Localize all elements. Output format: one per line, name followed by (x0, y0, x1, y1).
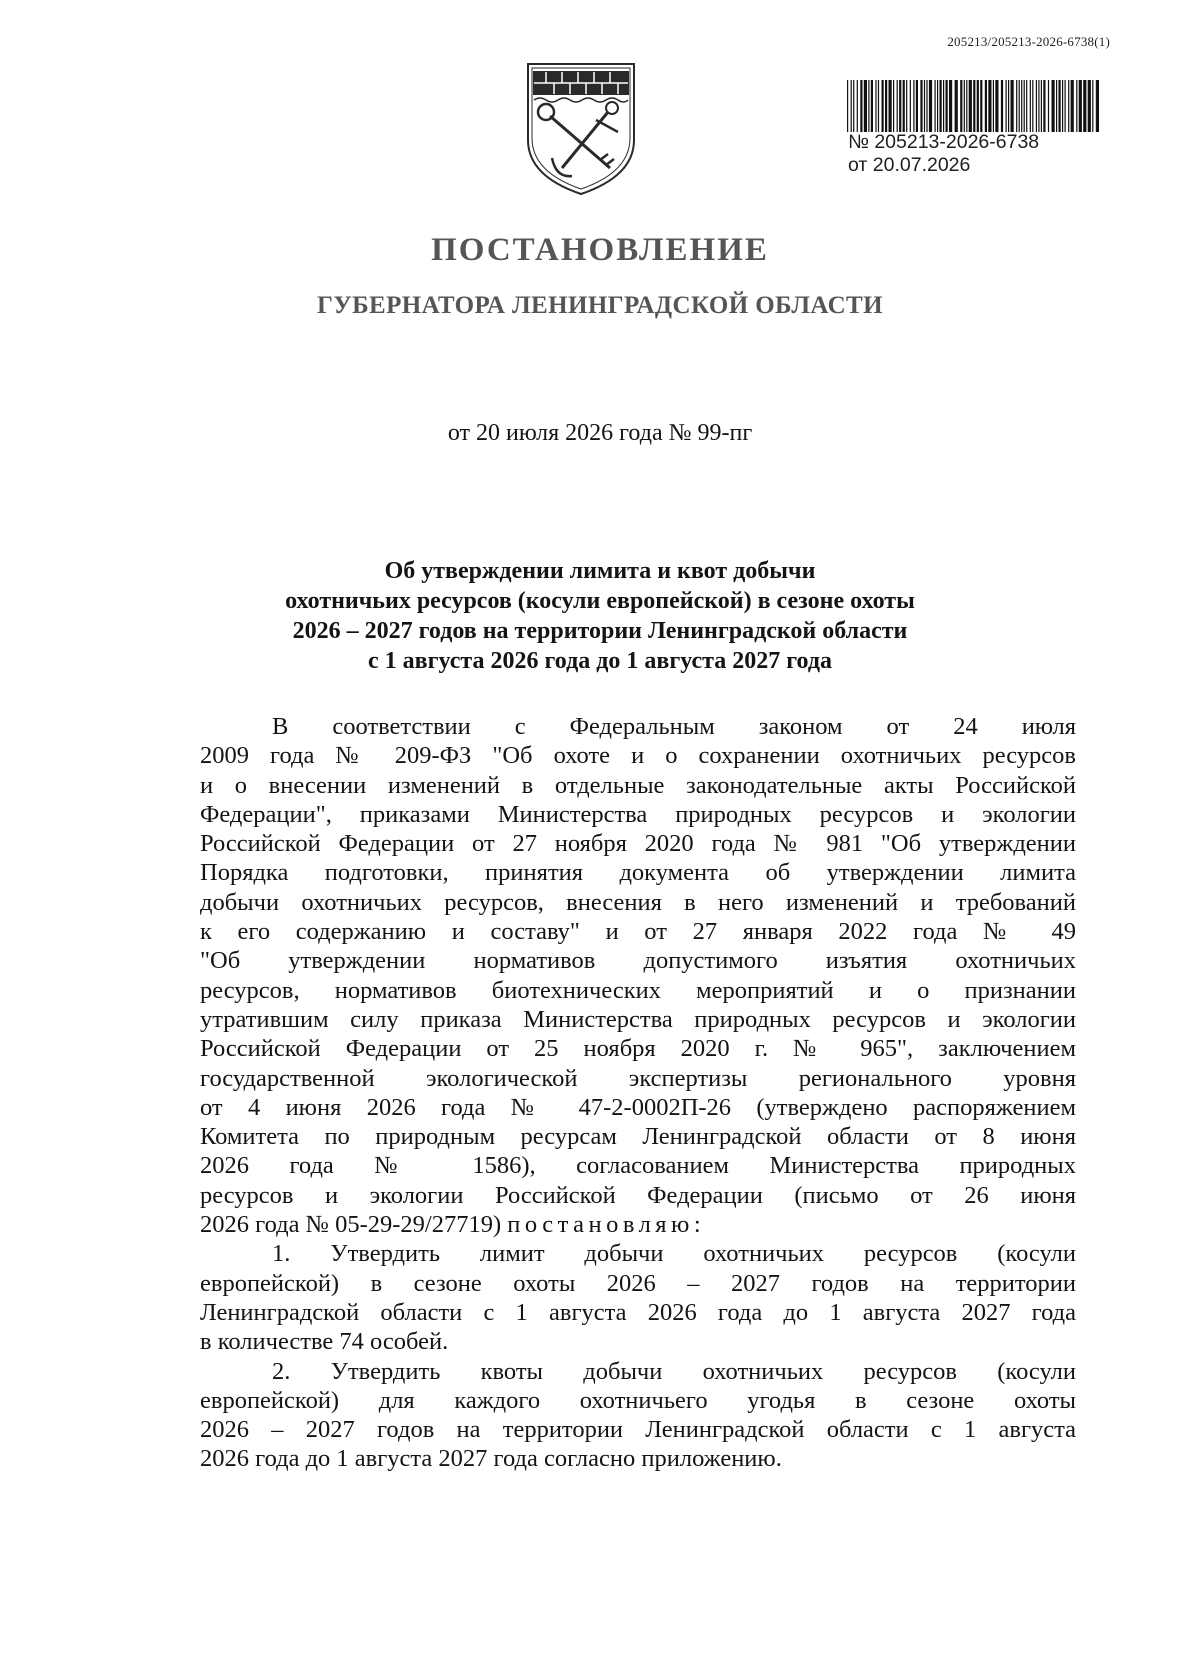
barcode-bar (916, 80, 918, 132)
body-line: 2026 – 2027 годов на территории Ленинградской области с 1 августа (200, 1416, 1076, 1444)
barcode-bar (871, 80, 873, 132)
barcode-bar (988, 80, 991, 132)
barcode-bar (943, 80, 944, 132)
resolve-word: постановляю: (507, 1211, 706, 1239)
barcode-bar (1048, 80, 1049, 132)
barcode-bar (955, 80, 958, 132)
barcode-bar (1043, 80, 1045, 132)
body-line: государственной экологической экспертизы регионального уровня (200, 1064, 1076, 1092)
body-line: Российской Федерации от 25 ноября 2020 г. № 965", заключением (200, 1035, 1076, 1063)
document-type-title: ПОСТАНОВЛЕНИЕ (431, 232, 769, 268)
body-line: В соответствии с Федеральным законом от 24 июля (272, 713, 1076, 740)
body-line: Российской Федерации от 27 ноября 2020 года № 981 "Об утверждении (200, 830, 1076, 858)
barcode-bar (910, 80, 911, 132)
barcode-bar (1016, 80, 1017, 132)
body-line-last: 2026 года до 1 августа 2027 года согласно приложению. (200, 1445, 782, 1473)
heading-line: охотничьих ресурсов (косули европейской) в сезоне охоты (285, 588, 915, 614)
barcode-bar (940, 80, 942, 132)
barcode-bar (1041, 80, 1042, 132)
barcode-bar (1092, 80, 1093, 132)
barcode-bar (1068, 80, 1069, 132)
barcode-bar (935, 80, 936, 132)
coat-of-arms-emblem (522, 58, 640, 198)
body-line: ресурсов, нормативов биотехнических мероприятий и о признании (200, 976, 1076, 1004)
barcode (845, 80, 1103, 132)
barcode-bar (1096, 80, 1099, 132)
barcode-bar (903, 80, 905, 132)
barcode-bar (926, 80, 927, 132)
registration-number: № 205213-2026-6738 (848, 131, 1040, 153)
barcode-bar (851, 80, 852, 132)
barcode-bar (882, 80, 884, 132)
barcode-bar (889, 80, 892, 132)
barcode-bar (1019, 80, 1020, 132)
barcode-bar (985, 80, 987, 132)
barcode-bar (1032, 80, 1033, 132)
body-line: Комитета по природным ресурсам Ленинградской области от 8 июня (200, 1123, 1076, 1151)
document-issuer-title: ГУБЕРНАТОРА ЛЕНИНГРАДСКОЙ ОБЛАСТИ (317, 292, 883, 319)
document-heading (150, 556, 1050, 676)
body-line: к его содержанию и составу" и от 27 января 2022 года № 49 (200, 918, 1076, 946)
barcode-bar (1021, 80, 1022, 132)
barcode-bar (864, 80, 867, 132)
barcode-bar (1008, 80, 1009, 132)
barcode-bar (913, 80, 914, 132)
heading-line: 2026 – 2027 годов на территории Ленинградской области (292, 618, 908, 644)
body-line-last (200, 1210, 1076, 1239)
barcode-bar (875, 80, 876, 132)
registration-stamp (848, 131, 1039, 177)
barcode-bar (893, 80, 894, 132)
registration-date: от 20.07.2026 (848, 154, 971, 176)
body-line: добычи охотничьих ресурсов, внесения в него изменений и требований (200, 888, 1076, 916)
barcode-bar (995, 80, 998, 132)
barcode-bar (1076, 80, 1077, 132)
barcode-bar (1088, 80, 1091, 132)
barcode-bar (860, 80, 862, 132)
body-line: Порядка подготовки, принятия документа об утверждении лимита (200, 859, 1076, 887)
barcode-bar (847, 80, 848, 132)
barcode-bar (1059, 80, 1061, 132)
barcode-bar (897, 80, 898, 132)
barcode-bar (878, 80, 879, 132)
body-line: Ленинградской области с 1 августа 2026 года до 1 августа 2027 года (200, 1298, 1076, 1326)
heading-line: Об утверждении лимита и квот добычи (384, 558, 816, 584)
body-line: европейской) в сезоне охоты 2026 – 2027 годов на территории (200, 1269, 1076, 1297)
barcode-bar (973, 80, 975, 132)
item-1-paragraph (200, 1239, 1076, 1356)
body-line: 2026 года № 1586), согласованием Министерства природных (200, 1152, 1076, 1180)
barcode-bar (977, 80, 979, 132)
document-body (200, 712, 1076, 1474)
barcode-bar (1036, 80, 1037, 132)
item-2-paragraph (200, 1357, 1076, 1474)
preamble-paragraph (200, 712, 1076, 1239)
document-date-number: от 20 июля 2026 года № 99-пг (447, 420, 753, 446)
body-line: Федерации", приказами Министерства природных ресурсов и экологии (200, 800, 1076, 828)
barcode-bar (960, 80, 962, 132)
body-line: утратившим силу приказа Министерства природных ресурсов и экологии (200, 1005, 1076, 1033)
barcode-bar (1071, 80, 1074, 132)
barcode-bar (937, 80, 938, 132)
barcode-bar (920, 80, 922, 132)
barcode-bar (857, 80, 858, 132)
barcode-bar (969, 80, 972, 132)
preamble-tail: 2026 года № 05-29-29/27719) (200, 1211, 502, 1239)
barcode-bar (993, 80, 994, 132)
body-line: европейской) для каждого охотничьего угодья в сезоне охоты (200, 1386, 1076, 1414)
body-line: 1. Утвердить лимит добычи охотничьих ресурсов (косули (272, 1240, 1076, 1268)
barcode-bar (1024, 80, 1025, 132)
barcode-bar (1030, 80, 1031, 132)
body-line: и о внесении изменений в отдельные законодательные акты Российской (200, 771, 1076, 799)
barcode-bar (1038, 80, 1039, 132)
barcode-bar (949, 80, 952, 132)
barcode-bar (929, 80, 932, 132)
body-line: "Об утверждении нормативов допустимого изъятия охотничьих (200, 947, 1076, 975)
barcode-bar (924, 80, 925, 132)
barcode-bar (1056, 80, 1057, 132)
top-reference: 205213/205213-2026-6738(1) (947, 34, 1110, 49)
barcode-bar (1052, 80, 1055, 132)
barcode-bar (1079, 80, 1082, 132)
barcode-bar (906, 80, 907, 132)
body-line: ресурсов и экологии Российской Федерации (письмо от 26 июня (200, 1181, 1076, 1209)
barcode-bar (964, 80, 965, 132)
barcode-bar (1065, 80, 1066, 132)
barcode-bar (899, 80, 901, 132)
barcode-bar (1011, 80, 1014, 132)
body-line-last: в количестве 74 особей. (200, 1328, 449, 1356)
barcode-bar (1006, 80, 1007, 132)
barcode-bar (980, 80, 982, 132)
barcode-bar (1062, 80, 1063, 132)
barcode-bar (853, 80, 854, 132)
barcode-bar (966, 80, 967, 132)
heading-line: с 1 августа 2026 года до 1 августа 2027 года (367, 648, 832, 674)
barcode-bar (1083, 80, 1086, 132)
barcode-bar (885, 80, 887, 132)
barcode-bar (868, 80, 869, 132)
body-line: 2. Утвердить квоты добычи охотничьих ресурсов (косули (272, 1357, 1076, 1385)
barcode-bar (1001, 80, 1003, 132)
body-line: от 4 июня 2026 года № 47-2-0002П-26 (утверждено распоряжением (200, 1093, 1076, 1121)
barcode-bar (946, 80, 948, 132)
body-line: 2009 года № 209-ФЗ "Об охоте и о сохранении охотничьих ресурсов (200, 742, 1076, 770)
barcode-bar (1026, 80, 1027, 132)
